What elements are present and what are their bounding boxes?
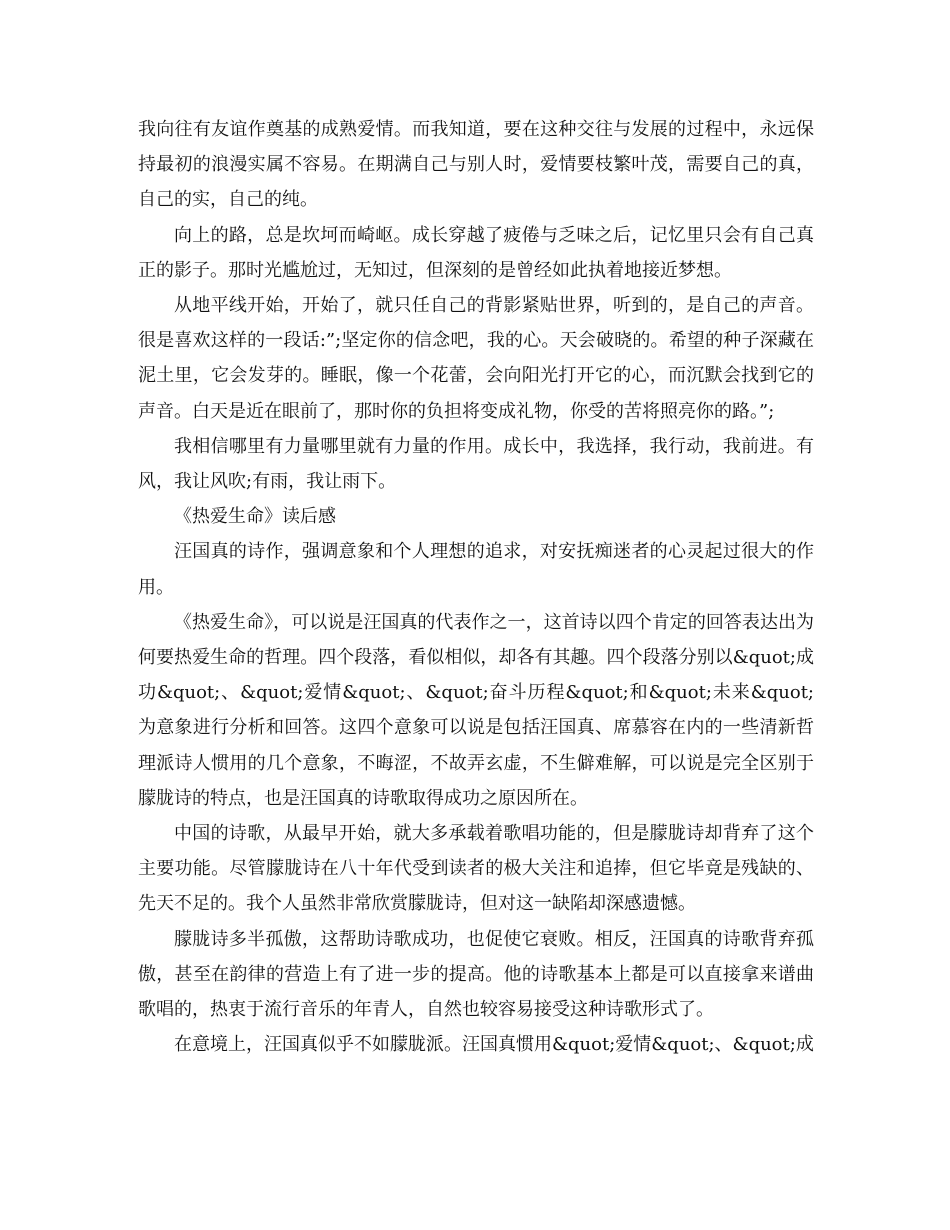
paragraph-4: 我相信哪里有力量哪里就有力量的作用。成长中，我选择，我行动，我前进。有风，我让风吹;有雨，我让雨下。 (138, 435, 814, 493)
section-heading: 《热爱生命》读后感 (174, 506, 336, 528)
paragraph-9: 在意境上，汪国真似乎不如朦胧派。汪国真惯用&quot;爱情&quot;、&quot;成 (174, 1034, 814, 1056)
paragraph-3: 从地平线开始，开始了，就只任自己的背影紧贴世界，听到的，是自己的声音。很是喜欢这样的一段话:”;坚定你的信念吧，我的心。天会破晓的。希望的种子深藏在泥土里，它会发芽的。睡眠，像一个花蕾，会向阳光打开它的心，而沉默会找到它的声音。白天是近在眼前了，那时你的负担将变成礼物，你受的苦将照亮你的路。”; (138, 295, 814, 422)
paragraph-5: 汪国真的诗作，强调意象和个人理想的追求，对安抚痴迷者的心灵起过很大的作用。 (138, 541, 814, 598)
paragraph-1: 我向往有友谊作奠基的成熟爱情。而我知道，要在这种交往与发展的过程中，永远保持最初的浪漫实属不容易。在期满自己与别人时，爱情要枝繁叶茂，需要自己的真，自己的实，自己的纯。 (138, 119, 814, 211)
paragraph-6: 《热爱生命》，可以说是汪国真的代表作之一，这首诗以四个肯定的回答表达出为何要热爱生命的哲理。四个段落，看似相似，却各有其趣。四个段落分别以&quot;成功&quot;、&quot;爱情&quot;、&quot;奋斗历程&quot;和&quot;未来&quot;为意象进行分析和回答。这四个意象可以说是包括汪国真、席慕容在内的一些清新哲理派诗人惯用的几个意象，不晦涩，不故弄玄虚，不生僻难解，可以说是完全区别于朦胧诗的特点，也是汪国真的诗歌取得成功之原因所在。 (138, 611, 814, 809)
paragraph-2: 向上的路，总是坎坷而崎岖。成长穿越了疲倦与乏味之后，记忆里只会有自己真正的影子。那时光尴尬过，无知过，但深刻的是曾经如此执着地接近梦想。 (138, 224, 814, 281)
paragraph-7: 中国的诗歌，从最早开始，就大多承载着歌唱功能的，但是朦胧诗却背弃了这个主要功能。尽管朦胧诗在八十年代受到读者的极大关注和追捧，但它毕竟是残缺的、先天不足的。我个人虽然非常欣赏朦胧诗，但对这一缺陷却深感遗憾。 (138, 823, 814, 915)
document-body (138, 112, 814, 1062)
paragraph-8: 朦胧诗多半孤傲，这帮助诗歌成功，也促使它衰败。相反，汪国真的诗歌背弃孤傲，甚至在韵律的营造上有了进一步的提高。他的诗歌基本上都是可以直接拿来谱曲歌唱的，热衷于流行音乐的年青人，自然也较容易接受这种诗歌形式了。 (138, 928, 814, 1021)
